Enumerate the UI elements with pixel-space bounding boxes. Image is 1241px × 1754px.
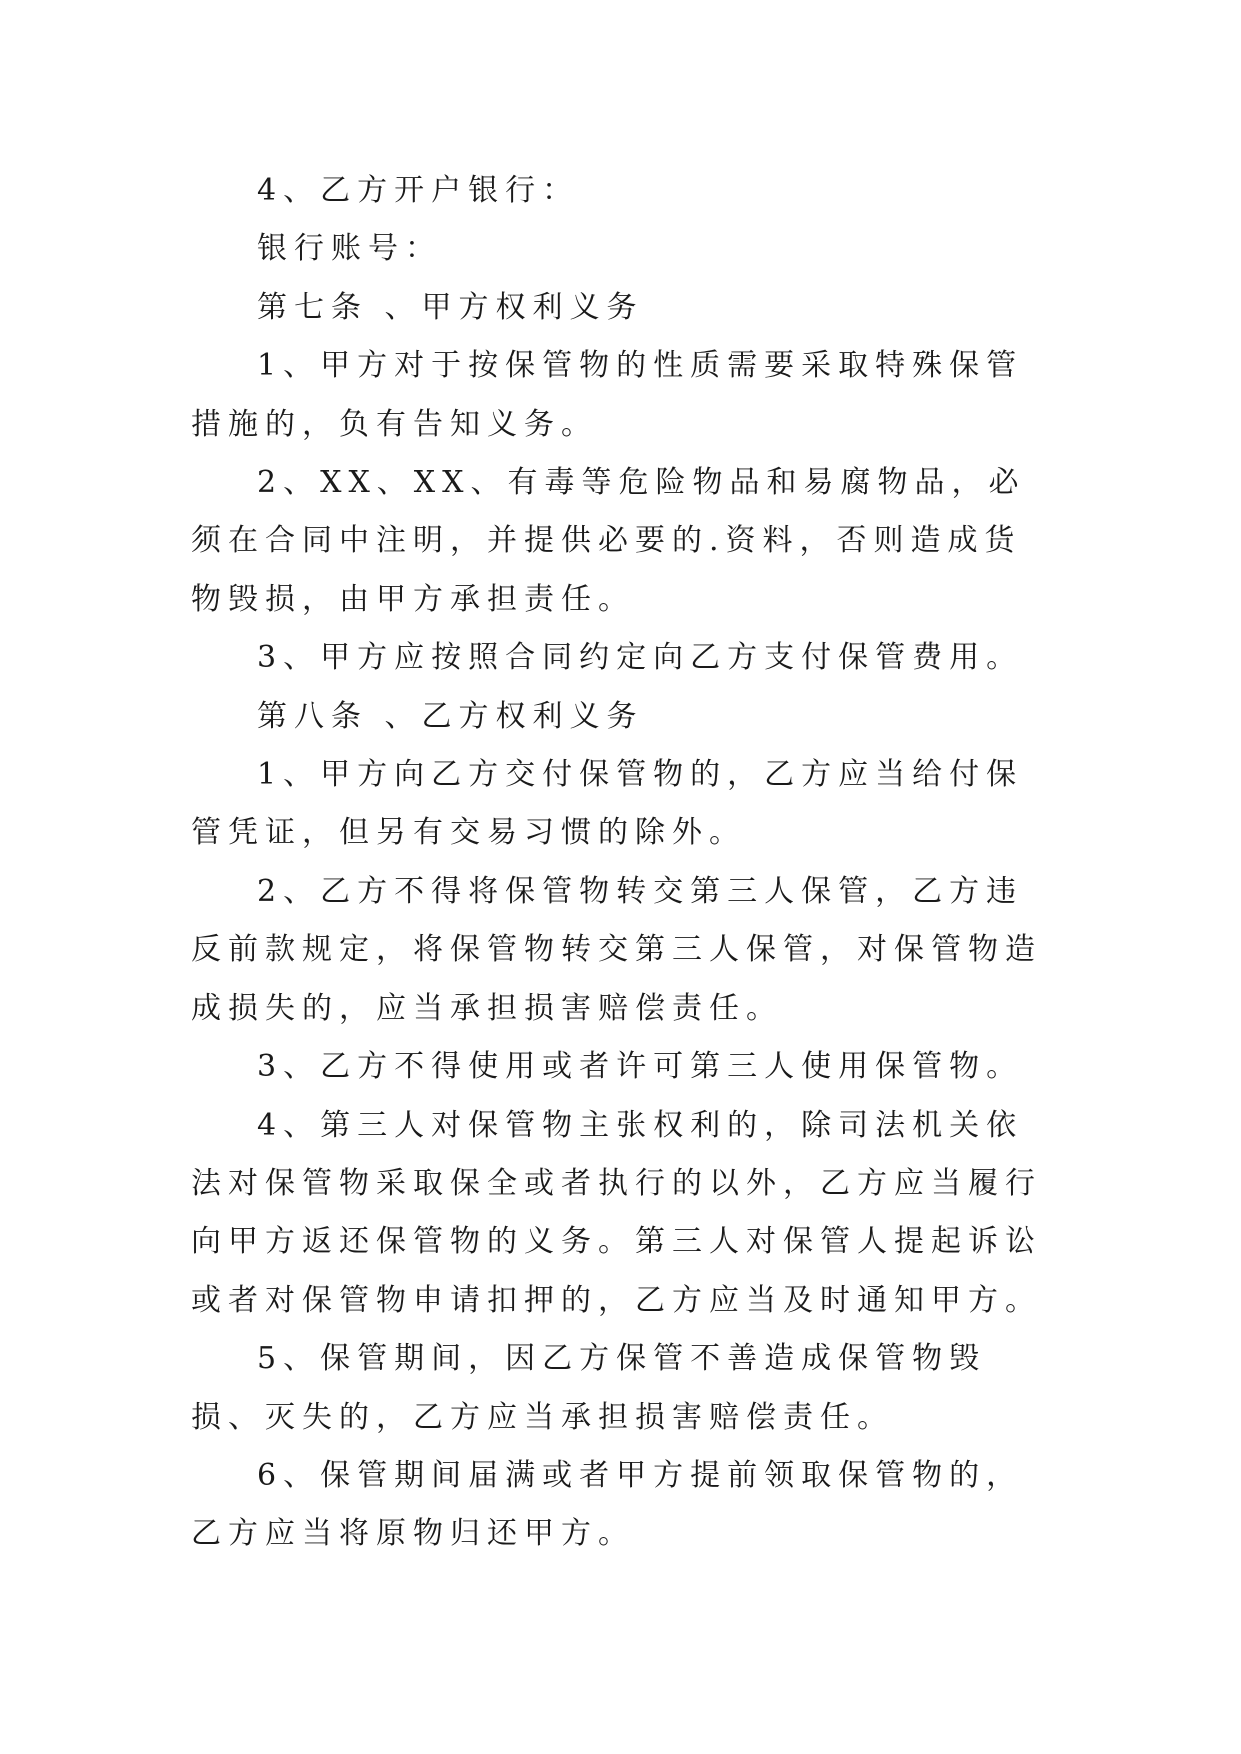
article-8-item-5: 5、保管期间，因乙方保管不善造成保管物毁损、灭失的，乙方应当承担损害赔偿责任。 xyxy=(191,1341,987,1435)
article-7-item-3: 3、甲方应按照合同约定向乙方支付保管费用。 xyxy=(257,640,1024,676)
article-8-item-6: 6、保管期间届满或者甲方提前领取保管物的，乙方应当将原物归还甲方。 xyxy=(191,1457,1024,1552)
article-7-item-1: 1、甲方对于按保管物的性质需要采取特殊保管措施的，负有告知义务。 xyxy=(191,348,1024,442)
article-8-item-3: 3、乙方不得使用或者许可第三人使用保管物。 xyxy=(257,1049,1024,1085)
article-8-item-4: 4、第三人对保管物主张权利的，除司法机关依法对保管物采取保全或者执行的以外，乙方应当履行向甲方返还保管物的义务。第三人对保管人提起诉讼或者对保管物申请扣押的，乙方应当及时通知甲方。 xyxy=(191,1107,1042,1318)
document-body xyxy=(191,162,1051,1564)
article-8-heading: 第八条 、乙方权利义务 xyxy=(257,698,644,734)
article-8-item-1: 1、甲方向乙方交付保管物的，乙方应当给付保管凭证，但另有交易习惯的除外。 xyxy=(191,757,1024,851)
article-7-item-2: 2、XX、XX、有毒等危险物品和易腐物品，必须在合同中注明，并提供必要的.资料，否则造成货物毁损，由甲方承担责任。 xyxy=(191,465,1026,617)
paragraph-bank-account: 银行账号： xyxy=(257,231,442,267)
paragraph-bank-name: 4、乙方开户银行： xyxy=(257,173,580,208)
article-8-item-2: 2、乙方不得将保管物转交第三人保管，乙方违反前款规定，将保管物转交第三人保管，对保管物造成损失的，应当承担损害赔偿责任。 xyxy=(191,873,1042,1026)
article-7-heading: 第七条 、甲方权利义务 xyxy=(257,289,644,325)
